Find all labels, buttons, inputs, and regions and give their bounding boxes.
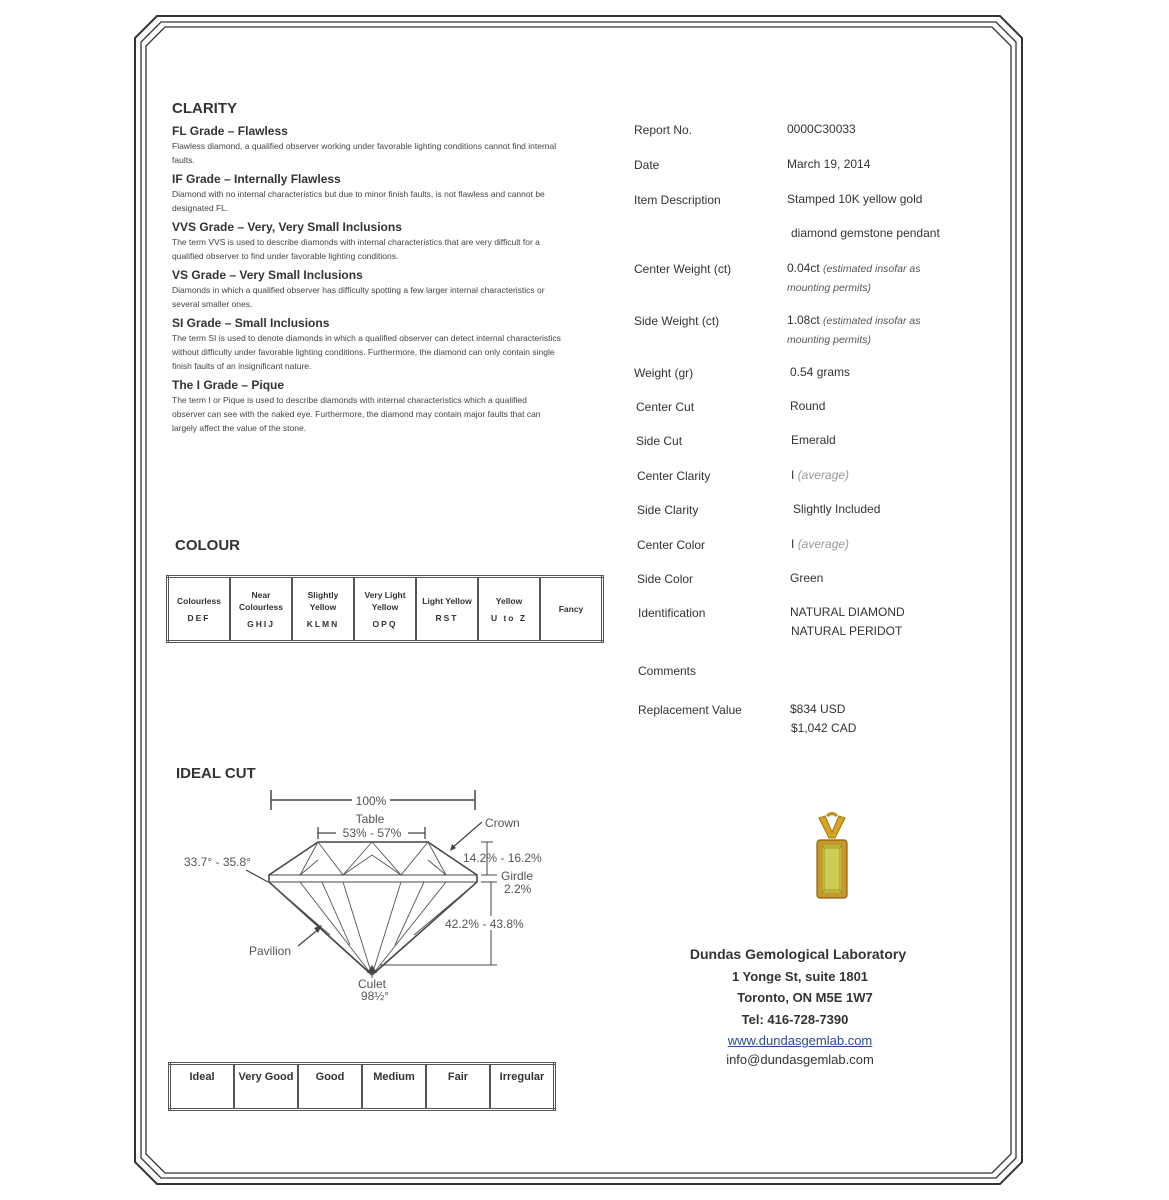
- crown-label: Crown: [485, 816, 520, 830]
- colour-cell: [168, 577, 231, 642]
- clarity-title: CLARITY: [172, 100, 237, 117]
- pendant-photo: [805, 812, 860, 904]
- lab-name: Dundas Gemological Laboratory: [689, 946, 907, 962]
- grade-i: [172, 378, 562, 435]
- grade-heading: SI Grade – Small Inclusions: [172, 316, 330, 330]
- table-range-label: 53% - 57%: [342, 826, 402, 840]
- grade-heading: The I Grade – Pique: [172, 378, 285, 392]
- side-clarity-label: Side Clarity: [637, 503, 699, 517]
- grade-description: Flawless diamond, a qualified observer working under favorable lighting conditions cannot find internal faults.: [172, 141, 557, 165]
- center-weight-value: [787, 259, 952, 297]
- weight-value: 0.54 grams: [790, 365, 851, 379]
- identification-line1: NATURAL DIAMOND: [790, 605, 905, 619]
- crown-height-label: 14.2% - 16.2%: [463, 851, 542, 865]
- item-description-line1: Stamped 10K yellow gold: [787, 192, 923, 206]
- date-label: Date: [634, 158, 660, 172]
- replacement-value-label: Replacement Value: [638, 703, 742, 717]
- ideal-cut-title: IDEAL CUT: [176, 765, 256, 782]
- replacement-usd: $834 USD: [790, 702, 846, 716]
- side-clarity-value: Slightly Included: [793, 502, 881, 516]
- weight-label: Weight (gr): [634, 366, 694, 380]
- colour-cell: [292, 577, 354, 642]
- grade-heading: VVS Grade – Very, Very Small Inclusions: [172, 220, 402, 234]
- grade-heading: FL Grade – Flawless: [172, 124, 288, 138]
- culet-label: Culet: [357, 977, 387, 991]
- center-clarity-note: (average): [797, 468, 850, 482]
- culet-value: 98½°: [360, 989, 390, 1003]
- center-cut-value: Round: [790, 399, 826, 413]
- colour-title: COLOUR: [175, 537, 240, 554]
- lab-website-link[interactable]: www.dundasgemlab.com: [727, 1033, 873, 1048]
- side-color-value: Green: [790, 571, 824, 585]
- colour-cell: [354, 577, 416, 642]
- cut-cell-fair: Fair: [426, 1064, 490, 1110]
- colour-label: Fancy: [558, 604, 584, 614]
- colour-label: Slightly Yellow: [307, 590, 339, 612]
- cut-grade-table: [168, 1062, 556, 1111]
- center-weight-label: Center Weight (ct): [634, 262, 732, 276]
- item-description-label: Item Description: [634, 193, 721, 207]
- colour-codes: DEF: [187, 613, 211, 623]
- table-label: Table: [355, 812, 385, 826]
- grade-description: Diamonds in which a qualified observer has difficulty spotting a few larger internal characteristics or several smaller ones.: [172, 285, 545, 309]
- lab-email: info@dundasgemlab.com: [726, 1052, 874, 1067]
- side-weight: 1.08ct: [787, 313, 820, 327]
- colour-scale-table: [166, 575, 604, 643]
- identification-line2: NATURAL PERIDOT: [791, 624, 903, 638]
- grade-si: [172, 316, 562, 373]
- girdle-value: 2.2%: [504, 882, 532, 896]
- pavilion-depth-label: 42.2% - 43.8%: [445, 917, 524, 931]
- center-clarity: I: [791, 468, 795, 482]
- cut-cell-irregular: Irregular: [490, 1064, 555, 1110]
- colour-codes: GHIJ: [247, 619, 275, 629]
- cut-cell-very-good: Very Good: [234, 1064, 298, 1110]
- cut-cell-good: Good: [298, 1064, 362, 1110]
- colour-label: Near Colourless: [239, 590, 283, 612]
- side-weight-label: Side Weight (ct): [634, 314, 720, 328]
- colour-codes: RST: [435, 613, 459, 623]
- center-clarity-value: [791, 466, 849, 484]
- grade-vvs: [172, 220, 562, 263]
- side-weight-note: (estimated insofar as mounting permits): [787, 315, 921, 346]
- colour-cell: [230, 577, 292, 642]
- colour-codes: OPQ: [372, 619, 398, 629]
- pavilion-label: Pavilion: [249, 944, 292, 958]
- side-cut-value: Emerald: [791, 433, 836, 447]
- report-no-value: 0000C30033: [787, 122, 856, 136]
- side-cut-label: Side Cut: [636, 434, 683, 448]
- grade-description: The term SI is used to denote diamonds in which a qualified observer can detect internal characteristics without difficulty under favorable lighting conditions. Furthermore, the diamond can only contain single finish faults of an insignificant nature.: [172, 333, 561, 371]
- grade-description: The term VVS is used to describe diamonds with internal characteristics that are very difficult for a qualified observer to find under favorable lighting conditions.: [172, 237, 540, 261]
- colour-label: Colourless: [177, 596, 221, 606]
- grade-description: Diamond with no internal characteristics but due to minor finish faults, is not flawless and cannot be designated FL.: [172, 189, 545, 213]
- item-description-line2: diamond gemstone pendant: [791, 226, 940, 240]
- grade-heading: IF Grade – Internally Flawless: [172, 172, 341, 186]
- center-color-value: [791, 535, 849, 553]
- grade-description: The term I or Pique is used to describe diamonds with internal characteristics which a qualified observer can see with the naked eye. Furthermore, the diamond may contain major faults that can largely affect the value of the stone.: [172, 395, 541, 433]
- center-clarity-label: Center Clarity: [637, 469, 711, 483]
- side-weight-value: [787, 311, 952, 349]
- report-no-label: Report No.: [634, 123, 693, 137]
- crown-angle-label: 33.7° - 35.8°: [184, 855, 251, 869]
- cut-cell-medium: Medium: [362, 1064, 426, 1110]
- total-width-label: 100%: [355, 794, 387, 808]
- lab-address1: 1 Yonge St, suite 1801: [731, 969, 869, 984]
- colour-cell: [416, 577, 478, 642]
- center-cut-label: Center Cut: [636, 400, 695, 414]
- colour-label: Yellow: [495, 596, 523, 606]
- center-weight-note: (estimated insofar as mounting permits): [787, 263, 921, 294]
- colour-label: Light Yellow: [422, 596, 472, 606]
- lab-address2: Toronto, ON M5E 1W7: [737, 990, 873, 1005]
- cut-cell-ideal: Ideal: [170, 1064, 235, 1110]
- side-color-label: Side Color: [637, 572, 694, 586]
- colour-cell: [540, 577, 603, 642]
- grade-if: [172, 172, 562, 215]
- date-value: March 19, 2014: [787, 157, 871, 171]
- identification-label: Identification: [638, 606, 706, 620]
- grade-fl: [172, 124, 562, 167]
- colour-codes: KLMN: [306, 619, 340, 629]
- comments-label: Comments: [638, 664, 697, 678]
- grade-vs: [172, 268, 562, 311]
- center-color-label: Center Color: [637, 538, 706, 552]
- center-weight: 0.04ct: [787, 261, 820, 275]
- diamond-proportion-diagram: [170, 785, 570, 1015]
- replacement-cad: $1,042 CAD: [791, 721, 857, 735]
- center-color: I: [791, 537, 795, 551]
- colour-cell: [478, 577, 540, 642]
- lab-phone: Tel: 416-728-7390: [741, 1012, 849, 1027]
- grade-heading: VS Grade – Very Small Inclusions: [172, 268, 363, 282]
- colour-label: Very Light Yellow: [364, 590, 406, 612]
- girdle-label: Girdle: [501, 869, 534, 883]
- center-color-note: (average): [797, 537, 850, 551]
- colour-codes: U to Z: [490, 613, 528, 623]
